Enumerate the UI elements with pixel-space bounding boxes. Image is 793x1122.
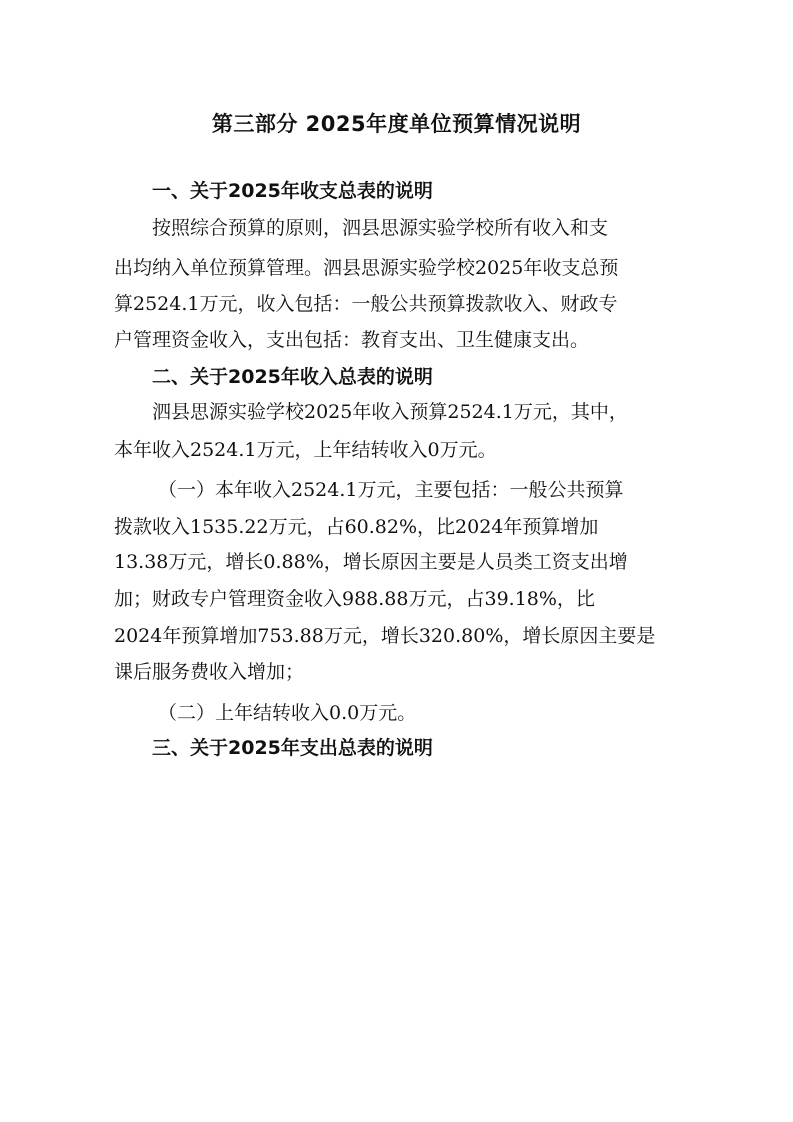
section-heading: 三、关于2025年支出总表的说明 — [152, 737, 433, 759]
paragraph-line: 按照综合预算的原则，泗县思源实验学校所有收入和支 — [152, 217, 609, 239]
paragraph-line: 本年收入2524.1万元，上年结转收入0万元。 — [114, 439, 497, 461]
paragraph-line: 加；财政专户管理资金收入988.88万元，占39.18%，比 — [114, 588, 595, 610]
section-heading: 二、关于2025年收入总表的说明 — [152, 366, 433, 388]
section-heading: 一、关于2025年收支总表的说明 — [152, 180, 433, 202]
paragraph-line: 拨款收入1535.22万元，占60.82%，比2024年预算增加 — [114, 516, 599, 538]
paragraph-line: （二）上年结转收入0.0万元。 — [158, 702, 417, 724]
page-title: 第三部分 2025年度单位预算情况说明 — [211, 112, 582, 136]
paragraph-line: 泗县思源实验学校2025年收入预算2524.1万元，其中， — [152, 401, 628, 423]
paragraph-line: 课后服务费收入增加； — [114, 661, 305, 683]
paragraph-line: 户管理资金收入，支出包括：教育支出、卫生健康支出。 — [114, 329, 590, 351]
paragraph-line: 13.38万元，增长0.88%，增长原因主要是人员类工资支出增 — [114, 551, 628, 573]
paragraph-line: 算2524.1万元，收入包括：一般公共预算拨款收入、财政专 — [114, 293, 618, 315]
paragraph-line: 出均纳入单位预算管理。泗县思源实验学校2025年收支总预 — [114, 257, 619, 279]
paragraph-line: （一）本年收入2524.1万元，主要包括：一般公共预算 — [158, 479, 624, 501]
paragraph-line: 2024年预算增加753.88万元，增长320.80%，增长原因主要是 — [114, 625, 656, 647]
